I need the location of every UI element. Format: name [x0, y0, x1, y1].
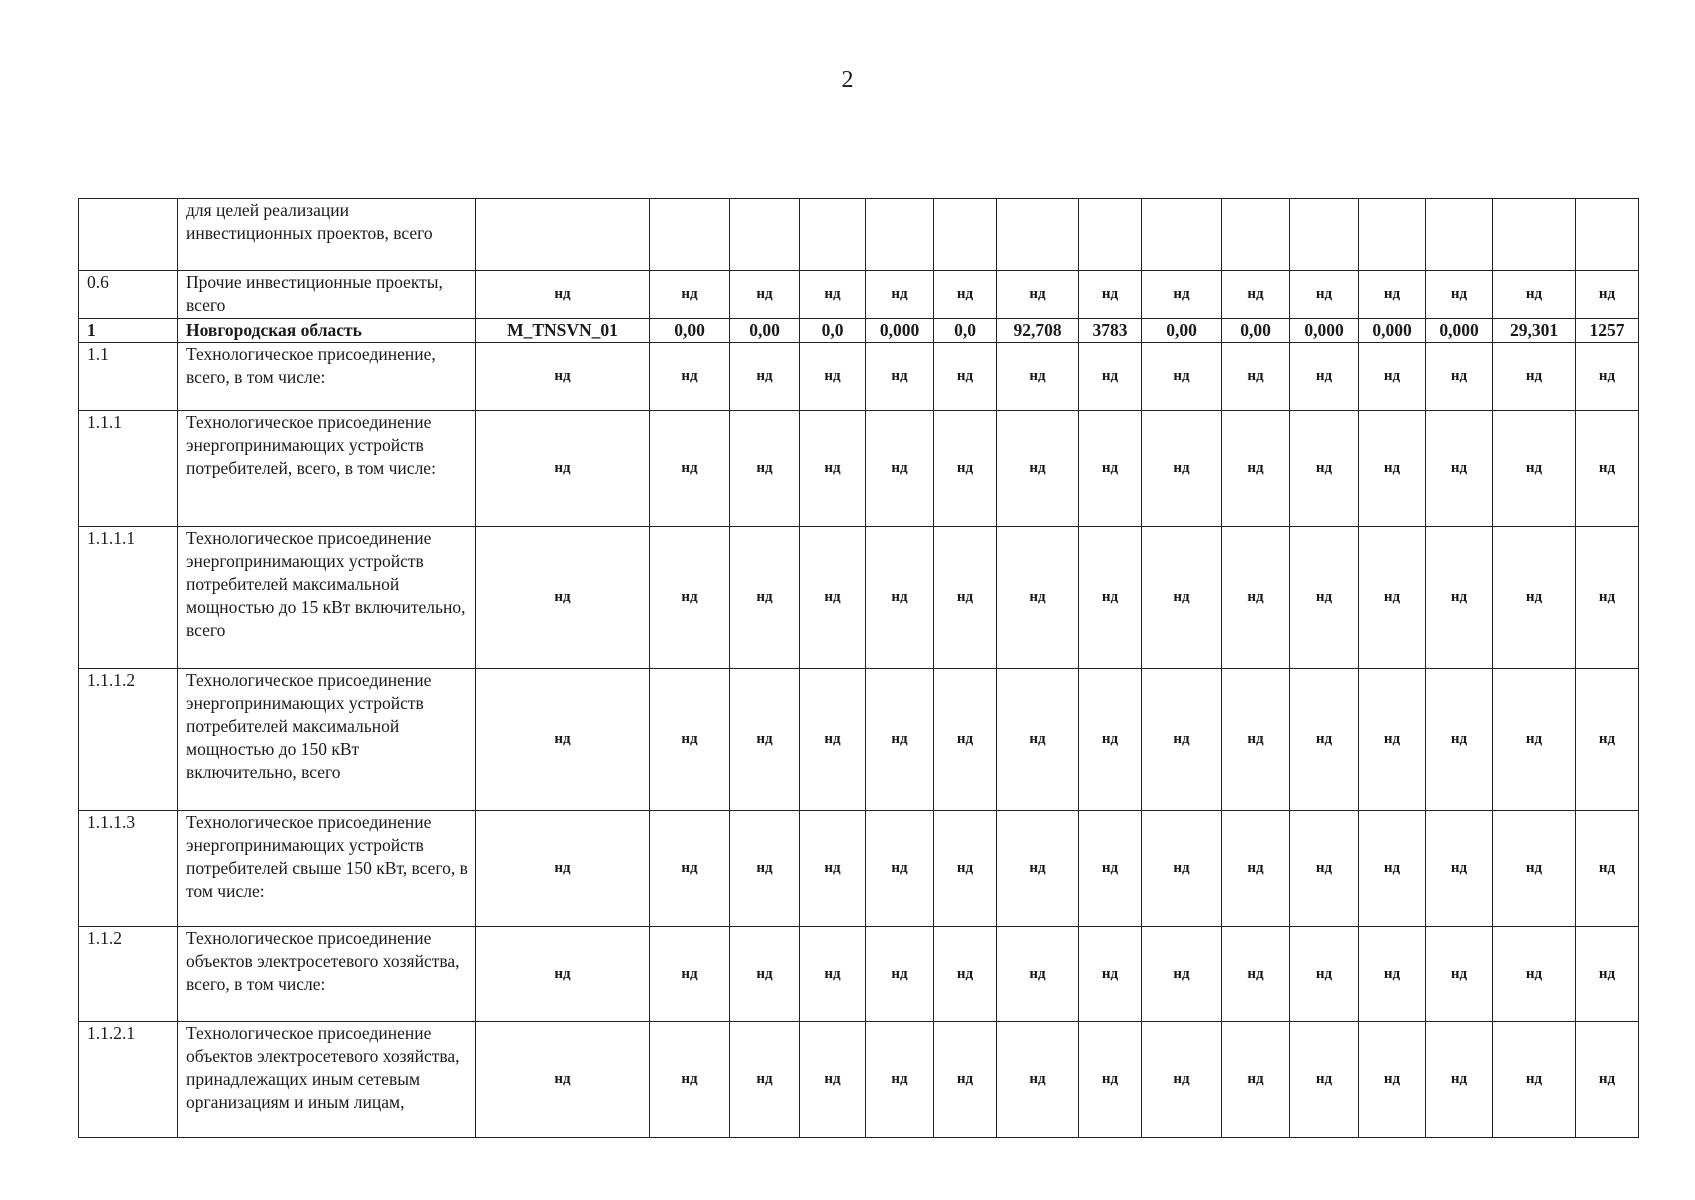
row-value-cell	[997, 199, 1079, 271]
row-value-cell: нд	[934, 811, 997, 927]
row-value-cell: нд	[1576, 343, 1639, 411]
row-value-cell	[1079, 199, 1142, 271]
table-row	[79, 199, 1639, 271]
investment-table-container	[78, 198, 1638, 1138]
row-value-cell: нд	[1493, 343, 1576, 411]
row-value-cell: нд	[866, 343, 934, 411]
row-value-cell: нд	[934, 669, 997, 811]
row-value-cell: нд	[1426, 271, 1493, 319]
table-row	[79, 343, 1639, 411]
row-value-cell: нд	[866, 811, 934, 927]
row-value-cell: нд	[1142, 669, 1222, 811]
row-code-cell: 1.1.1.1	[79, 527, 178, 669]
row-identifier-cell: нд	[476, 669, 650, 811]
row-value-cell: нд	[800, 1022, 866, 1138]
row-value-cell	[1493, 199, 1576, 271]
table-row	[79, 669, 1639, 811]
row-value-cell: нд	[1426, 669, 1493, 811]
row-value-cell: 29,301	[1493, 319, 1576, 343]
row-label-cell: Технологическое присоединение энергопринимающих устройств потребителей свыше 150 кВт, всего, в том числе:	[178, 811, 476, 927]
row-value-cell: нд	[1359, 343, 1426, 411]
row-value-cell: нд	[1576, 1022, 1639, 1138]
row-value-cell: 3783	[1079, 319, 1142, 343]
table-row	[79, 527, 1639, 669]
row-label-cell: Новгородская область	[178, 319, 476, 343]
row-value-cell: 1257	[1576, 319, 1639, 343]
row-value-cell: нд	[1290, 527, 1359, 669]
row-value-cell: 0,00	[1222, 319, 1290, 343]
table-row	[79, 811, 1639, 927]
row-value-cell: нд	[1142, 1022, 1222, 1138]
row-value-cell: нд	[997, 1022, 1079, 1138]
row-code-cell: 1.1	[79, 343, 178, 411]
table-row	[79, 411, 1639, 527]
row-value-cell: нд	[1426, 343, 1493, 411]
row-value-cell: нд	[934, 527, 997, 669]
row-value-cell: нд	[1079, 271, 1142, 319]
row-identifier-cell	[476, 199, 650, 271]
row-value-cell: нд	[1079, 527, 1142, 669]
row-value-cell: 0,000	[866, 319, 934, 343]
row-identifier-cell: нд	[476, 527, 650, 669]
row-value-cell: нд	[650, 669, 730, 811]
row-value-cell: нд	[1359, 1022, 1426, 1138]
row-value-cell	[934, 199, 997, 271]
row-value-cell: 0,000	[1290, 319, 1359, 343]
row-value-cell: нд	[997, 343, 1079, 411]
row-value-cell: нд	[730, 811, 800, 927]
row-label-cell: Технологическое присоединение, всего, в том числе:	[178, 343, 476, 411]
row-value-cell	[1426, 199, 1493, 271]
row-value-cell: нд	[1142, 927, 1222, 1022]
row-value-cell: нд	[934, 411, 997, 527]
row-identifier-cell: нд	[476, 1022, 650, 1138]
row-value-cell: нд	[1426, 811, 1493, 927]
row-value-cell	[800, 199, 866, 271]
row-value-cell: нд	[800, 343, 866, 411]
row-value-cell: нд	[800, 811, 866, 927]
row-value-cell	[1576, 199, 1639, 271]
row-value-cell: нд	[1222, 1022, 1290, 1138]
row-value-cell: нд	[650, 411, 730, 527]
table-row	[79, 271, 1639, 319]
row-value-cell: нд	[866, 411, 934, 527]
row-value-cell: нд	[1359, 527, 1426, 669]
row-value-cell: нд	[997, 669, 1079, 811]
row-value-cell: нд	[1493, 669, 1576, 811]
row-value-cell: нд	[650, 343, 730, 411]
row-label-cell: Технологическое присоединение объектов электросетевого хозяйства, всего, в том числе:	[178, 927, 476, 1022]
row-value-cell: нд	[1142, 343, 1222, 411]
row-value-cell: нд	[800, 927, 866, 1022]
row-value-cell: нд	[1079, 411, 1142, 527]
row-identifier-cell: нд	[476, 271, 650, 319]
row-value-cell: нд	[730, 411, 800, 527]
row-value-cell: нд	[650, 271, 730, 319]
row-value-cell: 0,000	[1426, 319, 1493, 343]
row-value-cell: нд	[1426, 1022, 1493, 1138]
row-value-cell: нд	[1426, 527, 1493, 669]
row-value-cell: 0,000	[1359, 319, 1426, 343]
row-value-cell: нд	[1079, 669, 1142, 811]
row-identifier-cell: M_TNSVN_01	[476, 319, 650, 343]
row-value-cell: нд	[1493, 271, 1576, 319]
row-value-cell: нд	[934, 271, 997, 319]
row-value-cell: нд	[1142, 271, 1222, 319]
row-value-cell: нд	[1493, 1022, 1576, 1138]
row-value-cell: нд	[1290, 1022, 1359, 1138]
row-value-cell: нд	[800, 669, 866, 811]
row-value-cell: нд	[800, 411, 866, 527]
row-value-cell: нд	[1222, 271, 1290, 319]
row-value-cell: нд	[1142, 411, 1222, 527]
row-value-cell: нд	[1576, 411, 1639, 527]
row-value-cell: нд	[997, 271, 1079, 319]
row-value-cell: нд	[650, 927, 730, 1022]
row-value-cell: нд	[1576, 811, 1639, 927]
table-row	[79, 927, 1639, 1022]
row-value-cell: нд	[866, 669, 934, 811]
row-value-cell: нд	[1290, 669, 1359, 811]
row-value-cell: нд	[1222, 411, 1290, 527]
table-body	[79, 199, 1639, 1138]
row-value-cell: нд	[1079, 927, 1142, 1022]
row-identifier-cell: нд	[476, 411, 650, 527]
row-value-cell: нд	[1079, 1022, 1142, 1138]
row-value-cell: нд	[730, 927, 800, 1022]
row-value-cell: нд	[1576, 527, 1639, 669]
row-value-cell: нд	[1359, 669, 1426, 811]
row-value-cell: нд	[1222, 527, 1290, 669]
row-value-cell: нд	[730, 1022, 800, 1138]
row-value-cell: нд	[1222, 811, 1290, 927]
row-value-cell: нд	[997, 527, 1079, 669]
row-value-cell: нд	[1359, 411, 1426, 527]
row-value-cell: нд	[1290, 811, 1359, 927]
row-value-cell: нд	[1222, 669, 1290, 811]
row-code-cell: 0.6	[79, 271, 178, 319]
row-value-cell: нд	[1290, 927, 1359, 1022]
row-value-cell: нд	[1493, 811, 1576, 927]
table-row	[79, 1022, 1639, 1138]
row-value-cell: нд	[1493, 411, 1576, 527]
row-value-cell	[730, 199, 800, 271]
row-value-cell: нд	[730, 527, 800, 669]
row-value-cell: нд	[1222, 343, 1290, 411]
row-label-cell: Технологическое присоединение объектов электросетевого хозяйства, принадлежащих иным сетевым организациям и иным лицам,	[178, 1022, 476, 1138]
row-value-cell	[1222, 199, 1290, 271]
row-code-cell: 1.1.2.1	[79, 1022, 178, 1138]
row-value-cell: нд	[866, 271, 934, 319]
row-code-cell: 1.1.2	[79, 927, 178, 1022]
row-label-cell: Технологическое присоединение энергопринимающих устройств потребителей максимальной мощностью до 15 кВт включительно, всего	[178, 527, 476, 669]
row-value-cell: нд	[1426, 411, 1493, 527]
row-value-cell: нд	[1079, 811, 1142, 927]
row-identifier-cell: нд	[476, 927, 650, 1022]
page-number: 2	[841, 67, 854, 93]
row-value-cell: нд	[934, 927, 997, 1022]
row-code-cell: 1.1.1	[79, 411, 178, 527]
row-value-cell: 0,00	[730, 319, 800, 343]
row-value-cell: нд	[1576, 271, 1639, 319]
row-value-cell: нд	[1359, 271, 1426, 319]
row-value-cell: нд	[1142, 811, 1222, 927]
row-value-cell: нд	[730, 343, 800, 411]
row-identifier-cell: нд	[476, 343, 650, 411]
row-value-cell: нд	[1359, 811, 1426, 927]
row-value-cell: нд	[1290, 271, 1359, 319]
investment-table	[78, 198, 1639, 1138]
row-label-cell: Прочие инвестиционные проекты, всего	[178, 271, 476, 319]
row-value-cell	[1290, 199, 1359, 271]
row-value-cell: нд	[1576, 669, 1639, 811]
row-value-cell: нд	[866, 927, 934, 1022]
row-value-cell: нд	[800, 271, 866, 319]
table-row	[79, 319, 1639, 343]
row-value-cell: нд	[650, 527, 730, 669]
row-value-cell: нд	[730, 669, 800, 811]
row-value-cell: нд	[1079, 343, 1142, 411]
row-value-cell: нд	[997, 411, 1079, 527]
row-code-cell: 1	[79, 319, 178, 343]
row-value-cell: нд	[1142, 527, 1222, 669]
row-value-cell: нд	[650, 1022, 730, 1138]
row-label-cell: для целей реализации инвестиционных проектов, всего	[178, 199, 476, 271]
row-code-cell	[79, 199, 178, 271]
row-value-cell: нд	[650, 811, 730, 927]
row-value-cell	[1142, 199, 1222, 271]
row-value-cell: нд	[997, 927, 1079, 1022]
row-label-cell: Технологическое присоединение энергопринимающих устройств потребителей, всего, в том числе:	[178, 411, 476, 527]
row-value-cell: нд	[866, 1022, 934, 1138]
row-value-cell	[866, 199, 934, 271]
row-value-cell: нд	[1493, 527, 1576, 669]
row-identifier-cell: нд	[476, 811, 650, 927]
row-value-cell: нд	[1222, 927, 1290, 1022]
row-value-cell: нд	[800, 527, 866, 669]
row-value-cell: нд	[1576, 927, 1639, 1022]
row-value-cell: 0,00	[1142, 319, 1222, 343]
row-value-cell: нд	[934, 343, 997, 411]
row-value-cell: нд	[1493, 927, 1576, 1022]
row-value-cell: нд	[1359, 927, 1426, 1022]
row-label-cell: Технологическое присоединение энергопринимающих устройств потребителей максимальной мощностью до 150 кВт включительно, всего	[178, 669, 476, 811]
row-value-cell: 0,0	[934, 319, 997, 343]
row-value-cell: нд	[997, 811, 1079, 927]
row-value-cell: нд	[1290, 343, 1359, 411]
row-code-cell: 1.1.1.2	[79, 669, 178, 811]
row-value-cell: нд	[1290, 411, 1359, 527]
row-value-cell	[650, 199, 730, 271]
row-value-cell	[1359, 199, 1426, 271]
row-value-cell: нд	[934, 1022, 997, 1138]
row-value-cell: нд	[1426, 927, 1493, 1022]
row-value-cell: нд	[866, 527, 934, 669]
row-value-cell: 92,708	[997, 319, 1079, 343]
row-code-cell: 1.1.1.3	[79, 811, 178, 927]
row-value-cell: нд	[730, 271, 800, 319]
row-value-cell: 0,00	[650, 319, 730, 343]
row-value-cell: 0,0	[800, 319, 866, 343]
